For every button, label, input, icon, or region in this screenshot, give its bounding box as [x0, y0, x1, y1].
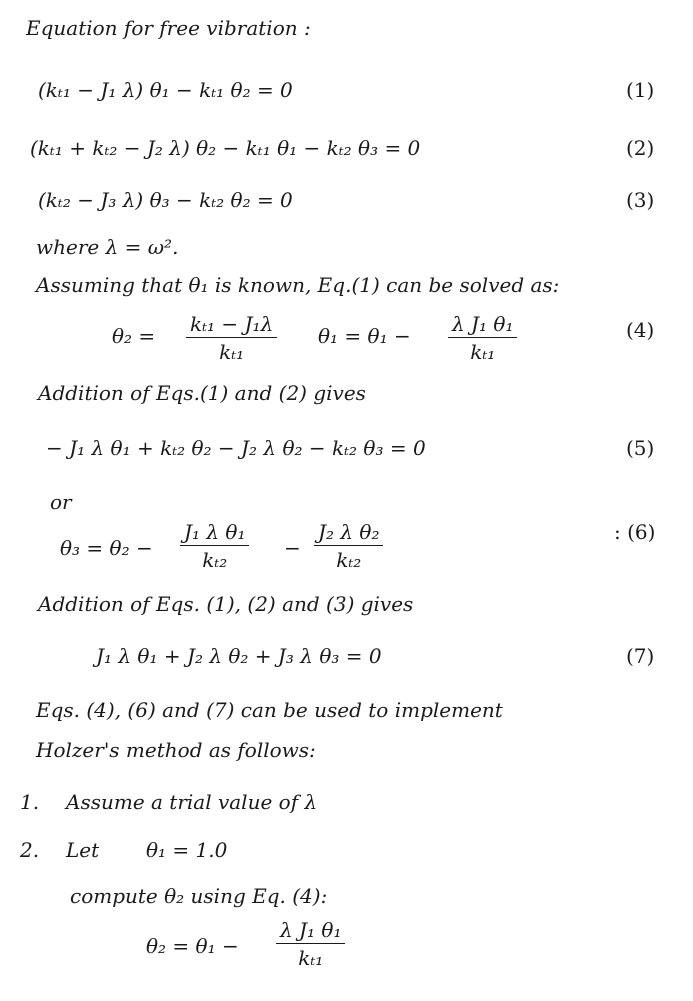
final-equation-lhs: θ₂ = θ₁ −: [146, 934, 239, 958]
addition-1-2-line: Addition of Eqs.(1) and (2) gives: [38, 381, 366, 405]
implement-line-1: Eqs. (4), (6) and (7) can be used to implement: [36, 698, 503, 722]
equation-6-fraction-2-numerator: J₂ λ θ₂: [318, 520, 380, 544]
final-equation-fraction: [276, 920, 345, 968]
equation-4-fraction-2-denominator: kₜ₁: [470, 340, 496, 364]
step-2-text: Let: [66, 838, 100, 862]
equation-5-number: (5): [626, 436, 655, 460]
equation-5: − J₁ λ θ₁ + kₜ₂ θ₂ − J₂ λ θ₂ − kₜ₂ θ₃ = 0: [46, 436, 426, 460]
equation-2: (kₜ₁ + kₜ₂ − J₂ λ) θ₂ − kₜ₁ θ₁ − kₜ₂ θ₃ = 0: [30, 136, 421, 160]
equation-6-minus: −: [284, 536, 301, 560]
equation-7: J₁ λ θ₁ + J₂ λ θ₂ + J₃ λ θ₃ = 0: [96, 644, 382, 668]
equation-6-number: : (6): [614, 520, 656, 544]
or-word: or: [50, 490, 72, 514]
equation-6-lhs: θ₃ = θ₂ −: [60, 536, 153, 560]
step-2-number: 2.: [20, 838, 40, 862]
step-1-number: 1.: [20, 790, 40, 814]
where-line: where λ = ω².: [36, 235, 179, 259]
equation-6-fraction-1: [180, 522, 249, 570]
final-equation-numerator: λ J₁ θ₁: [280, 918, 342, 942]
compute-line: compute θ₂ using Eq. (4):: [70, 884, 328, 908]
equation-4-middle: θ₁ = θ₁ −: [318, 324, 411, 348]
equation-4-fraction-1-denominator: kₜ₁: [219, 340, 245, 364]
heading: Equation for free vibration :: [26, 16, 311, 40]
equation-4-fraction-2: [448, 314, 517, 362]
assuming-line: Assuming that θ₁ is known, Eq.(1) can be solved as:: [36, 273, 560, 297]
equation-4-number: (4): [626, 318, 655, 342]
equation-6-fraction-2-denominator: kₜ₂: [336, 548, 362, 572]
equation-6-fraction-1-numerator: J₁ λ θ₁: [184, 520, 246, 544]
equation-4-lhs: θ₂ =: [112, 324, 156, 348]
step-1-text: Assume a trial value of λ: [66, 790, 318, 814]
equation-7-number: (7): [626, 644, 655, 668]
implement-line-2: Holzer's method as follows:: [36, 738, 316, 762]
equation-4-fraction-1: [186, 314, 277, 362]
equation-1: (kₜ₁ − J₁ λ) θ₁ − kₜ₁ θ₂ = 0: [38, 78, 293, 102]
step-2-equation: θ₁ = 1.0: [146, 838, 228, 862]
equation-2-number: (2): [626, 136, 655, 160]
equation-4-fraction-1-numerator: kₜ₁ − J₁λ: [190, 312, 274, 336]
equation-3-number: (3): [626, 188, 655, 212]
equation-3: (kₜ₂ − J₃ λ) θ₃ − kₜ₂ θ₂ = 0: [38, 188, 293, 212]
equation-6-fraction-1-denominator: kₜ₂: [202, 548, 228, 572]
equation-1-number: (1): [626, 78, 655, 102]
equation-4-fraction-2-numerator: λ J₁ θ₁: [452, 312, 514, 336]
equation-6-fraction-2: [314, 522, 383, 570]
addition-1-2-3-line: Addition of Eqs. (1), (2) and (3) gives: [38, 592, 414, 616]
final-equation-denominator: kₜ₁: [298, 946, 324, 970]
